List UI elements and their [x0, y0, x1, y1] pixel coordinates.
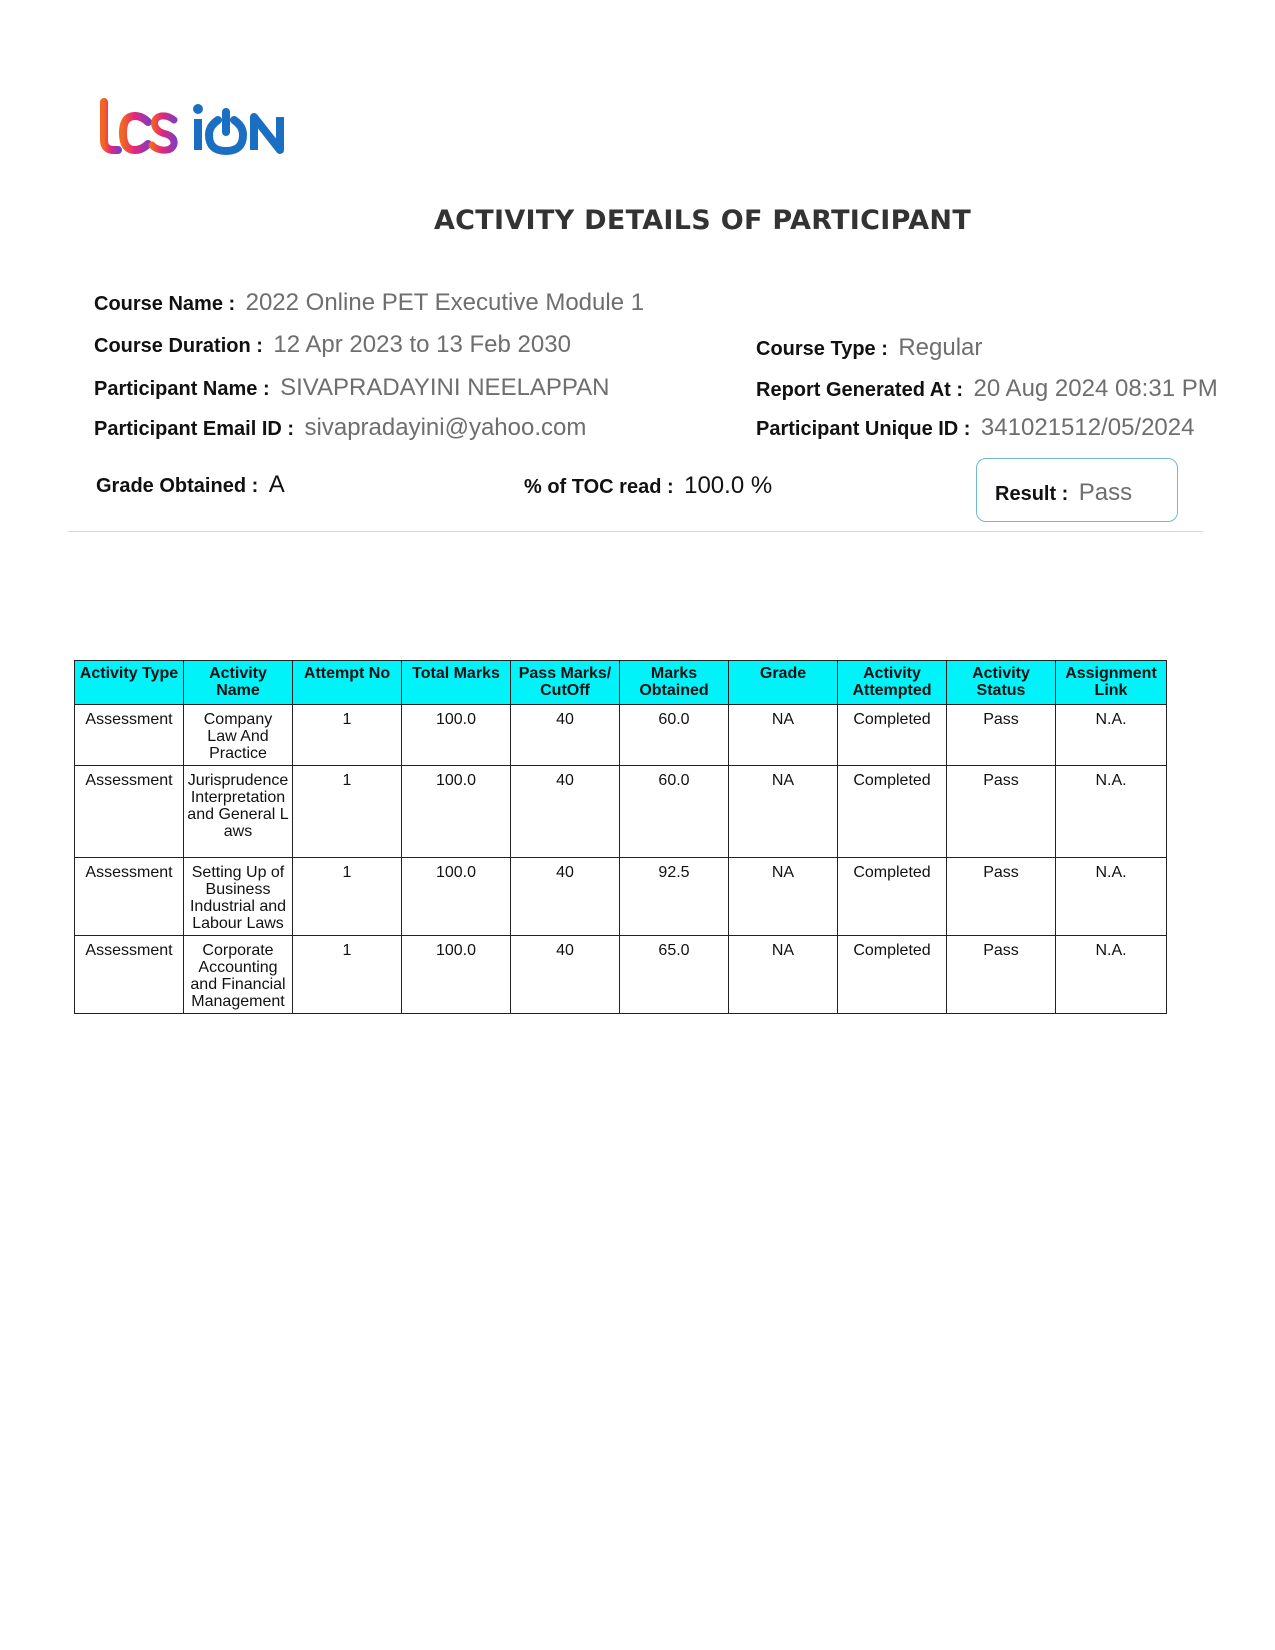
- page-title: ACTIVITY DETAILS OF PARTICIPANT: [433, 205, 972, 236]
- participant-name-label: Participant Name :: [94, 378, 270, 400]
- report-generated-label: Report Generated At :: [756, 379, 964, 401]
- tcs-ion-logo: [98, 98, 298, 163]
- course-type-label: Course Type :: [756, 338, 888, 360]
- course-name-value: 2022 Online PET Executive Module 1: [245, 289, 645, 316]
- cell-marks-obtained: 60.0: [620, 766, 729, 858]
- cell-marks-obtained: 92.5: [620, 858, 729, 936]
- cell-activity-status: Pass: [947, 858, 1056, 936]
- cell-activity-name: Corporate Accounting and Financial Management: [184, 936, 293, 1014]
- report-generated-field: [756, 375, 1218, 403]
- course-name-field: [94, 289, 644, 317]
- cell-assignment-link: N.A.: [1056, 936, 1167, 1014]
- toc-read-value: 100.0 %: [684, 472, 773, 499]
- table-row: [75, 936, 1167, 1014]
- cell-pass-marks: 40: [511, 858, 620, 936]
- table-row: [75, 858, 1167, 936]
- header-activity-status: Activity Status: [947, 661, 1056, 705]
- table-header-row: [75, 661, 1167, 705]
- result-value: Pass: [1078, 479, 1133, 506]
- section-divider: [68, 531, 1203, 532]
- header-activity-type: Activity Type: [75, 661, 184, 705]
- cell-attempt-no: 1: [293, 766, 402, 858]
- cell-total-marks: 100.0: [402, 766, 511, 858]
- cell-total-marks: 100.0: [402, 858, 511, 936]
- table-row: [75, 766, 1167, 858]
- cell-assignment-link: N.A.: [1056, 766, 1167, 858]
- toc-read-label: % of TOC read :: [524, 476, 674, 498]
- participant-unique-id-label: Participant Unique ID :: [756, 418, 971, 440]
- cell-marks-obtained: 60.0: [620, 705, 729, 766]
- report-generated-value: 20 Aug 2024 08:31 PM: [973, 375, 1218, 402]
- grade-obtained-value: A: [268, 471, 285, 498]
- course-type-field: [756, 334, 982, 362]
- result-box: [976, 458, 1178, 522]
- grade-obtained-label: Grade Obtained :: [96, 475, 259, 497]
- header-activity-name: Activity Name: [184, 661, 293, 705]
- cell-activity-attempted: Completed: [838, 766, 947, 858]
- header-grade: Grade: [729, 661, 838, 705]
- cell-activity-status: Pass: [947, 936, 1056, 1014]
- activity-table: [74, 660, 1167, 1014]
- toc-read-field: [524, 472, 772, 500]
- course-duration-label: Course Duration :: [94, 335, 263, 357]
- participant-name-value: SIVAPRADAYINI NEELAPPAN: [280, 374, 610, 401]
- cell-assignment-link: N.A.: [1056, 705, 1167, 766]
- cell-attempt-no: 1: [293, 705, 402, 766]
- cell-attempt-no: 1: [293, 858, 402, 936]
- cell-activity-name: Setting Up of Business Industrial and Labour Laws: [184, 858, 293, 936]
- cell-activity-name: Jurisprudence Interpretation and General Laws: [184, 766, 293, 858]
- course-duration-value: 12 Apr 2023 to 13 Feb 2030: [273, 331, 571, 358]
- cell-pass-marks: 40: [511, 766, 620, 858]
- cell-activity-type: Assessment: [75, 936, 184, 1014]
- participant-unique-id-field: [756, 414, 1194, 442]
- table-row: [75, 705, 1167, 766]
- cell-activity-type: Assessment: [75, 705, 184, 766]
- cell-activity-type: Assessment: [75, 858, 184, 936]
- header-pass-marks: Pass Marks/ CutOff: [511, 661, 620, 705]
- course-type-value: Regular: [898, 334, 983, 361]
- cell-attempt-no: 1: [293, 936, 402, 1014]
- header-attempt-no: Attempt No: [293, 661, 402, 705]
- cell-activity-attempted: Completed: [838, 705, 947, 766]
- result-label: Result :: [995, 483, 1069, 505]
- cell-grade: NA: [729, 936, 838, 1014]
- header-activity-attempted: Activity Attempted: [838, 661, 947, 705]
- cell-activity-status: Pass: [947, 705, 1056, 766]
- cell-activity-status: Pass: [947, 766, 1056, 858]
- participant-email-value: sivapradayini@yahoo.com: [304, 414, 587, 441]
- cell-assignment-link: N.A.: [1056, 858, 1167, 936]
- cell-grade: NA: [729, 766, 838, 858]
- cell-pass-marks: 40: [511, 936, 620, 1014]
- grade-obtained-field: [96, 471, 285, 499]
- cell-pass-marks: 40: [511, 705, 620, 766]
- cell-activity-attempted: Completed: [838, 858, 947, 936]
- participant-email-label: Participant Email ID :: [94, 418, 295, 440]
- cell-total-marks: 100.0: [402, 936, 511, 1014]
- participant-name-field: [94, 374, 610, 402]
- cell-total-marks: 100.0: [402, 705, 511, 766]
- cell-grade: NA: [729, 858, 838, 936]
- header-assignment-link: Assignment Link: [1056, 661, 1167, 705]
- header-total-marks: Total Marks: [402, 661, 511, 705]
- participant-email-field: [94, 414, 586, 442]
- cell-marks-obtained: 65.0: [620, 936, 729, 1014]
- course-name-label: Course Name :: [94, 293, 236, 315]
- cell-activity-type: Assessment: [75, 766, 184, 858]
- cell-activity-attempted: Completed: [838, 936, 947, 1014]
- cell-activity-name: Company Law And Practice: [184, 705, 293, 766]
- participant-unique-id-value: 341021512/05/2024: [980, 414, 1195, 441]
- header-marks-obtained: Marks Obtained: [620, 661, 729, 705]
- course-duration-field: [94, 331, 571, 359]
- cell-grade: NA: [729, 705, 838, 766]
